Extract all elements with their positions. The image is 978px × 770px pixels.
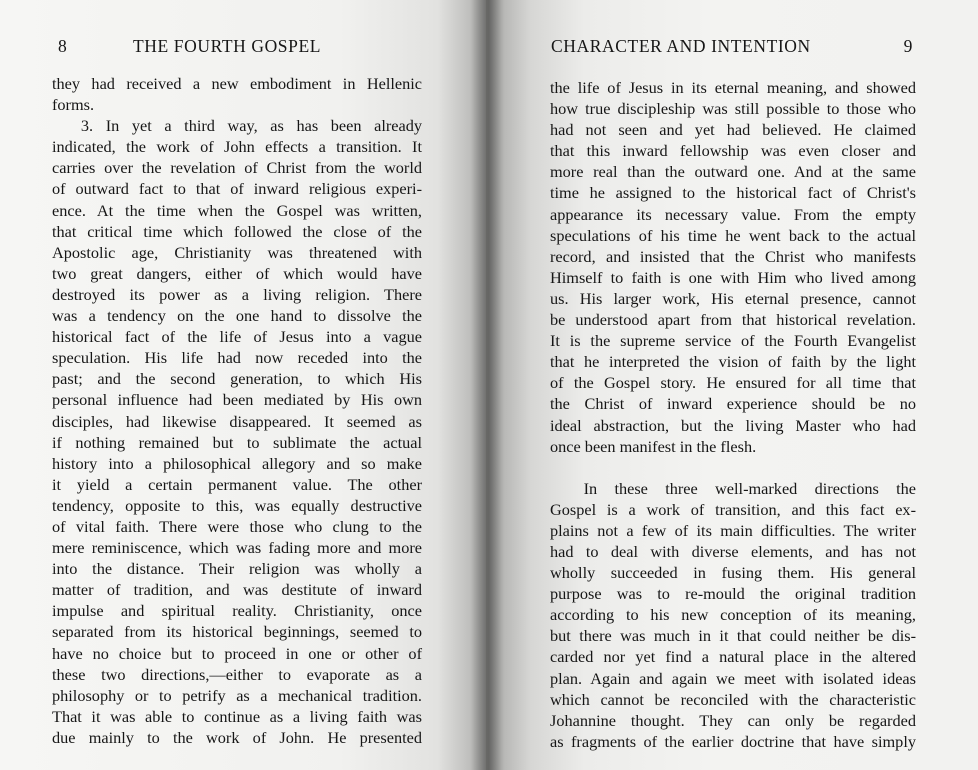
text-line: philosophy or to petrify as a mechanical tradition. (52, 685, 422, 705)
text-line: 3. In yet a third way, as has been already (52, 116, 422, 136)
left-running-head: THE FOURTH GOSPEL (133, 36, 322, 56)
text-line: That it was able to continue as a living faith was (52, 706, 422, 726)
left-page (0, 0, 486, 770)
text-line: tendency, opposite to this, was equally destructive (52, 495, 422, 515)
text-line: purpose was to re-mould the original tradition (550, 584, 916, 604)
text-line: us. His larger work, His eternal presence, cannot (550, 288, 916, 308)
text-line: history into a philosophical allegory and so make (52, 453, 422, 473)
text-line: of outward fact to that of inward religious experi- (52, 179, 422, 199)
text-line: how true discipleship was still possible to those who (550, 99, 916, 119)
left-page-number: 8 (58, 36, 68, 56)
text-line: speculation. His life had now receded into the (52, 348, 422, 368)
right-page (486, 0, 978, 770)
right-body-text (550, 77, 916, 752)
text-line: of the Gospel story. He ensured for all time that (550, 373, 916, 393)
text-line: ideal abstraction, but the living Master who had (550, 415, 916, 435)
text-line: the Christ of inward experience should be no (550, 394, 916, 414)
text-line: matter of tradition, and was destitute of inward (52, 580, 422, 600)
text-line: these two directions,—either to evaporate as a (52, 664, 422, 684)
text-line: carded nor yet find a natural place in the altered (550, 647, 916, 667)
text-line: Himself to faith is one with Him who lived among (550, 267, 916, 287)
text-line: which cannot be reconciled with the characteristic (550, 689, 916, 709)
text-line: have no choice but to proceed in one or other of (52, 643, 422, 663)
text-line: appearance its necessary value. From the empty (550, 204, 916, 224)
text-line: destroyed its power as a living religion. There (52, 284, 422, 304)
right-paragraph-1 (550, 77, 916, 457)
text-line: was a tendency on the one hand to dissolve the (52, 306, 422, 326)
text-line: forms. (52, 95, 95, 115)
text-line: had to deal with diverse elements, and has not (550, 541, 916, 561)
text-line: past; and the second generation, to which His (52, 369, 422, 389)
text-line: that critical time which followed the close of the (52, 221, 422, 241)
text-line: the life of Jesus in its eternal meaning, and showed (550, 78, 916, 97)
text-line: as fragments of the earlier doctrine that have simply (550, 731, 916, 751)
text-line: more real than the outward one. And at the same (550, 162, 916, 182)
text-line: it yield a certain permanent value. The other (52, 474, 422, 494)
text-line: once been manifest in the flesh. (550, 436, 757, 456)
text-line: due mainly to the work of John. He presented (52, 727, 422, 747)
text-line: ence. At the time when the Gospel was written, (52, 200, 422, 220)
text-line: carries over the revelation of Christ from the world (52, 158, 422, 178)
text-line: if nothing remained but to sublimate the actual (52, 432, 422, 452)
text-line: disciples, had likewise disappeared. It seemed as (52, 411, 422, 431)
text-line: speculations of his time he went back to the actual (550, 225, 916, 245)
text-line: had not seen and yet had believed. He claimed (550, 120, 916, 140)
text-line: mere reminiscence, which was fading more and more (52, 538, 422, 558)
text-line: Johannine thought. They can only be regarded (550, 710, 916, 730)
text-line: Apostolic age, Christianity was threatened with (52, 242, 422, 262)
text-line: personal influence had been mediated by His own (52, 390, 422, 410)
text-line: they had received a new embodiment in Hellenic (52, 74, 422, 93)
paragraph-break (550, 457, 916, 478)
text-line: Gospel is a work of transition, and this fact ex- (550, 499, 916, 519)
text-line: historical fact of the life of Jesus into a vague (52, 327, 422, 347)
text-line: into the distance. Their religion was wholly a (52, 559, 422, 579)
text-line: plains not a few of its main difficulties. The writer (550, 520, 916, 540)
text-line: It is the supreme service of the Fourth Evangelist (550, 331, 916, 351)
text-line: separated from its historical beginnings, seemed to (52, 622, 422, 642)
text-line: wholly succeeded in fusing them. His general (550, 563, 916, 583)
text-line: but there was much in it that could neither be dis- (550, 626, 916, 646)
text-line: record, and insisted that the Christ who manifests (550, 246, 916, 266)
text-line: of vital faith. There were those who clung to the (52, 516, 422, 536)
text-line: according to his new conception of its meaning, (550, 605, 916, 625)
text-line: that this inward fellowship was even closer and (550, 141, 916, 161)
text-line: time he assigned to the historical fact of Christ's (550, 183, 916, 203)
text-line: impulse and spiritual reality. Christianity, once (52, 601, 422, 621)
right-paragraph-2 (550, 478, 916, 752)
right-page-number: 9 (903, 36, 913, 56)
text-line: In these three well-marked directions the (550, 478, 916, 498)
left-body-text (52, 73, 422, 748)
text-line: indicated, the work of John effects a transition. It (52, 137, 422, 157)
text-line: be understood apart from that historical revelation. (550, 310, 916, 330)
text-line: that he interpreted the vision of faith by the light (550, 352, 916, 372)
text-line: two great dangers, either of which would have (52, 263, 422, 283)
right-running-head: CHARACTER AND INTENTION (551, 36, 811, 56)
text-line: plan. Again and again we meet with isolated ideas (550, 668, 916, 688)
